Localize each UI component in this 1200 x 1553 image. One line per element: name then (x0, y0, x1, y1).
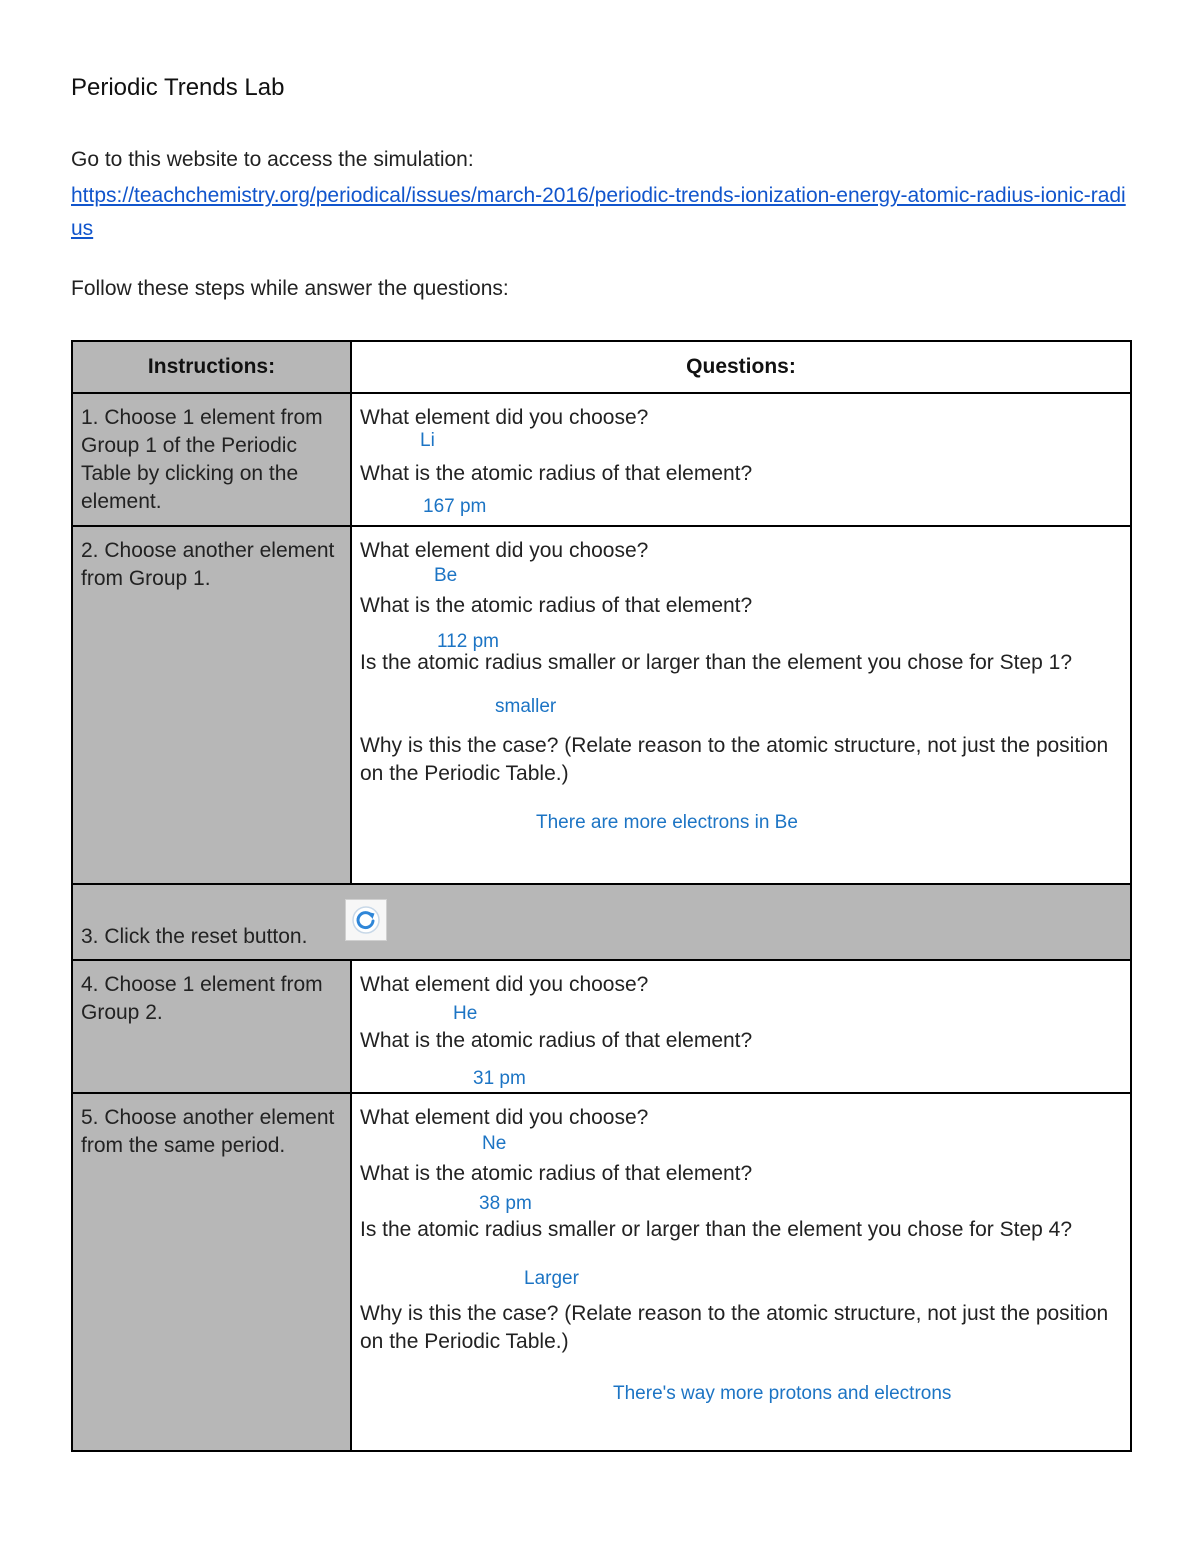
row-5-answer-radius[interactable]: 38 pm (479, 1193, 532, 1214)
header-instructions: Instructions: (147, 355, 276, 378)
row-1-question-radius: What is the atomic radius of that element? (360, 462, 753, 485)
header-questions: Questions: (686, 355, 796, 378)
row-4-question-element: What element did you choose? (360, 973, 649, 996)
row-5-answer-why[interactable]: There's way more protons and electrons (613, 1383, 952, 1404)
row-4-answer-element[interactable]: He (453, 1003, 478, 1024)
row-2-questions-cell (352, 527, 1130, 883)
row-5-question-radius: What is the atomic radius of that element? (360, 1162, 753, 1185)
intro-text: Go to this website to access the simulation: (71, 148, 474, 171)
row-2-answer-compare[interactable]: smaller (495, 696, 557, 717)
row-4-instruction: 4. Choose 1 element from Group 2. (81, 973, 323, 1024)
row-3-instruction: 3. Click the reset button. (81, 925, 308, 948)
follow-steps-text: Follow these steps while answer the questions: (71, 277, 509, 300)
row-2-question-why: Why is this the case? (Relate reason to the atomic structure, not just the position on the Periodic Table.) (360, 734, 1109, 785)
row-2-instruction-cell (73, 527, 352, 883)
row-2-instruction: 2. Choose another element from Group 1. (81, 539, 335, 590)
row-1-question-element: What element did you choose? (360, 406, 649, 429)
row-5-question-compare: Is the atomic radius smaller or larger than the element you chose for Step 4? (360, 1218, 1073, 1241)
row-5-instruction: 5. Choose another element from the same period. (81, 1106, 335, 1157)
row-5-question-element: What element did you choose? (360, 1106, 649, 1129)
row-2-answer-why[interactable]: There are more electrons in Be (536, 812, 798, 833)
row-4-question-radius: What is the atomic radius of that element? (360, 1029, 753, 1052)
row-4-questions-cell (352, 961, 1130, 1092)
header-questions-cell (352, 342, 1130, 392)
row-5-instruction-cell (73, 1094, 352, 1450)
row-2-question-compare: Is the atomic radius smaller or larger than the element you chose for Step 1? (360, 651, 1073, 674)
row-2-question-radius: What is the atomic radius of that element? (360, 594, 753, 617)
row-2-answer-element[interactable]: Be (434, 565, 458, 586)
reset-icon[interactable] (345, 899, 387, 941)
row-5-answer-element[interactable]: Ne (482, 1133, 507, 1154)
row-4-instruction-cell (73, 961, 352, 1092)
row-5-questions-cell (352, 1094, 1130, 1450)
row-1-instruction-cell (73, 394, 352, 525)
row-4-answer-radius[interactable]: 31 pm (473, 1068, 526, 1089)
row-3-cell (73, 885, 1130, 959)
row-2-answer-radius[interactable]: 112 pm (437, 631, 499, 652)
row-1-answer-element[interactable]: Li (420, 430, 435, 451)
reset-arrow-icon (351, 905, 381, 935)
row-5-question-why: Why is this the case? (Relate reason to the atomic structure, not just the position on the Periodic Table.) (360, 1302, 1109, 1353)
header-instructions-cell (73, 342, 352, 392)
row-5-answer-compare[interactable]: Larger (524, 1268, 579, 1289)
row-2-question-element: What element did you choose? (360, 539, 649, 562)
lab-table (71, 340, 1132, 1452)
row-1-answer-radius[interactable]: 167 pm (423, 496, 487, 517)
page-title: Periodic Trends Lab (71, 74, 285, 101)
simulation-link[interactable]: https://teachchemistry.org/periodical/issues/march-2016/periodic-trends-ionization-energy-atomic-radius-ionic-radius (71, 184, 1126, 240)
row-1-instruction: 1. Choose 1 element from Group 1 of the Periodic Table by clicking on the element. (81, 406, 323, 513)
row-1-questions-cell (352, 394, 1130, 525)
